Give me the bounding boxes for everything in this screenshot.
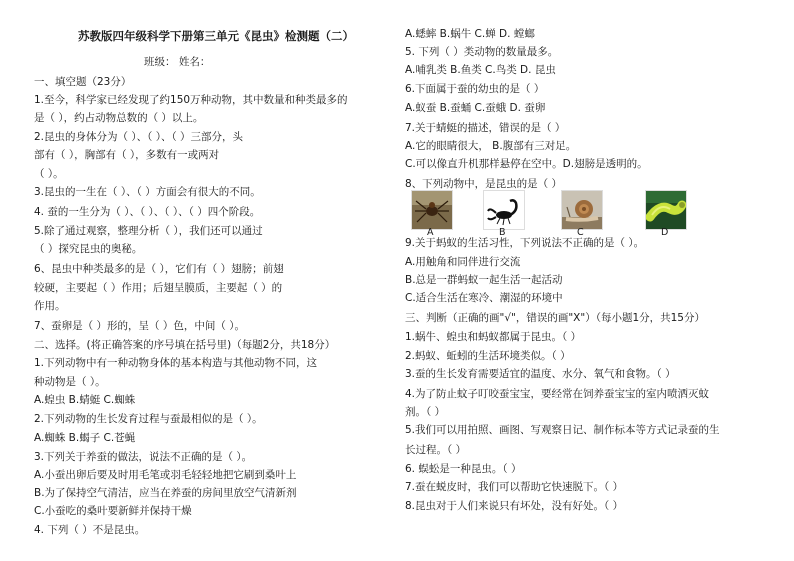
left-line-15: 7、蚕卵是（ ）形的，呈（ ）色，中间（ ）。 — [34, 320, 245, 332]
left-line-17: 1.下列动物中有一种动物身体的基本构造与其他动物不同，这 — [34, 357, 318, 369]
left-line-25: C.小蚕吃的桑叶要新鲜并保持干燥 — [34, 505, 192, 517]
left-line-24: B.为了保持空气清洁，应当在养蚕的房间里放空气清新剂 — [34, 487, 297, 499]
right-line-4: A.蚁蚕 B.蚕蛹 C.蚕蛾 D. 蚕卵 — [405, 102, 546, 114]
left-line-22: 3.下列关于养蚕的做法，说法不正确的是（ ）。 — [34, 451, 253, 463]
right-line-2: A.哺乳类 B.鱼类 C.鸟类 D. 昆虫 — [405, 64, 556, 76]
left-line-11: （ ）探究昆虫的奥秘。 — [34, 243, 143, 255]
left-line-6: 部有（ ），胸部有（ ），多数有一或两对 — [34, 149, 220, 161]
left-line-8: 3.昆虫的一生在（ ）、（ ）方面会有很大的不同。 — [34, 186, 261, 198]
right-line-15: 2.蚂蚁、蚯蚓的生活环境类似。（ ） — [405, 350, 571, 362]
left-line-18: 种动物是（ ）。 — [34, 376, 106, 388]
left-line-10: 5.除了通过观察，整理分析（ ），我们还可以通过 — [34, 225, 263, 237]
right-line-6: A.它的眼睛很大， B.腹部有三对足。 — [405, 140, 577, 152]
right-line-7: C.可以像直升机那样悬停在空中。D.翅膀是透明的。 — [405, 158, 648, 170]
snail-image — [561, 190, 603, 230]
right-line-21: 6. 蜈蚣是一种昆虫。（ ） — [405, 463, 522, 475]
right-line-23: 8.昆虫对于人们来说只有坏处，没有好处。（ ） — [405, 500, 624, 512]
right-line-3: 6.下面属于蚕的幼虫的是（ ） — [405, 83, 545, 95]
right-line-22: 7.蚕在蜕皮时，我们可以帮助它快速脱下。（ ） — [405, 481, 624, 493]
right-line-19: 5.我们可以用拍照、画图、写观察日记、制作标本等方式记录蚕的生 — [405, 424, 720, 436]
spider-image — [411, 190, 453, 230]
right-line-0: A.蟋蟀 B.蜗牛 C.蝉 D. 螳螂 — [405, 28, 535, 40]
left-line-23: A.小蚕出卵后要及时用毛笔或羽毛轻轻地把它刷到桑叶上 — [34, 469, 297, 481]
right-line-10: A.用触角和同伴进行交流 — [405, 256, 521, 268]
left-line-4: 是（ ），约占动物总数的（ ）以上。 — [34, 112, 204, 124]
left-line-16: 二、选择。(将正确答案的序号填在括号里)（每题2分，共18分） — [34, 339, 336, 351]
right-line-20: 长过程。（ ） — [405, 444, 467, 456]
left-line-0: 苏教版四年级科学下册第三单元《昆虫》检测题（二） — [78, 29, 354, 43]
left-line-1: 班级： 姓名： — [144, 56, 211, 68]
right-line-12: C.适合生活在寒冷、潮湿的环境中 — [405, 292, 563, 304]
scorpion-image — [483, 190, 525, 230]
right-line-16: 3.蚕的生长发育需要适宜的温度、水分、氧气和食物。（ ） — [405, 368, 676, 380]
left-line-3: 1.至今，科学家已经发现了约150万种动物，其中数量和种类最多的 — [34, 94, 348, 106]
left-line-5: 2.昆虫的身体分为（ ）、（ ）、（ ）三部分，头 — [34, 131, 244, 143]
picture-label-b: B — [499, 227, 506, 238]
left-line-26: 4. 下列（ ）不是昆虫。 — [34, 524, 146, 536]
left-line-12: 6、昆虫中种类最多的是（ ），它们有（ ）翅膀；前翅 — [34, 263, 284, 275]
left-line-9: 4. 蚕的一生分为（ ）、（ ）、（ ）、（ ）四个阶段。 — [34, 206, 261, 218]
right-line-17: 4.为了防止蚊子叮咬蚕宝宝，要经常在饲养蚕宝宝的室内喷洒灭蚊 — [405, 388, 710, 400]
left-line-21: A.蜘蛛 B.蝎子 C.苍蝇 — [34, 432, 136, 444]
picture-label-a: A — [427, 227, 434, 238]
right-line-11: B.总是一群蚂蚁一起生活一起活动 — [405, 274, 563, 286]
right-line-8: 8、下列动物中，是昆虫的是（ ） — [405, 178, 563, 190]
left-line-19: A.蝗虫 B.蜻蜓 C.蜘蛛 — [34, 394, 136, 406]
right-line-13: 三、判断（正确的画"√"，错误的画"X"）（每小题1分，共15分） — [405, 312, 705, 324]
caterpillar-image — [645, 190, 687, 230]
left-line-7: （ ）。 — [34, 168, 64, 180]
left-line-20: 2.下列动物的生长发育过程与蚕最相似的是（ ）。 — [34, 413, 263, 425]
right-line-9: 9.关于蚂蚁的生活习性，下列说法不正确的是（ ）。 — [405, 237, 645, 249]
left-line-13: 较硬，主要起（ ）作用；后翅呈膜质，主要起（ ）的 — [34, 282, 283, 294]
picture-label-d: D — [661, 227, 669, 238]
right-line-18: 剂。（ ） — [405, 406, 446, 418]
right-line-5: 7.关于蜻蜓的描述，错误的是（ ） — [405, 122, 566, 134]
left-line-2: 一、填空题（23分） — [34, 76, 132, 88]
picture-label-c: C — [577, 227, 584, 238]
right-line-1: 5. 下列（ ）类动物的数量最多。 — [405, 46, 559, 58]
right-line-14: 1.蜗牛、蝗虫和蚂蚁都属于昆虫。（ ） — [405, 331, 582, 343]
left-line-14: 作用。 — [34, 300, 66, 312]
